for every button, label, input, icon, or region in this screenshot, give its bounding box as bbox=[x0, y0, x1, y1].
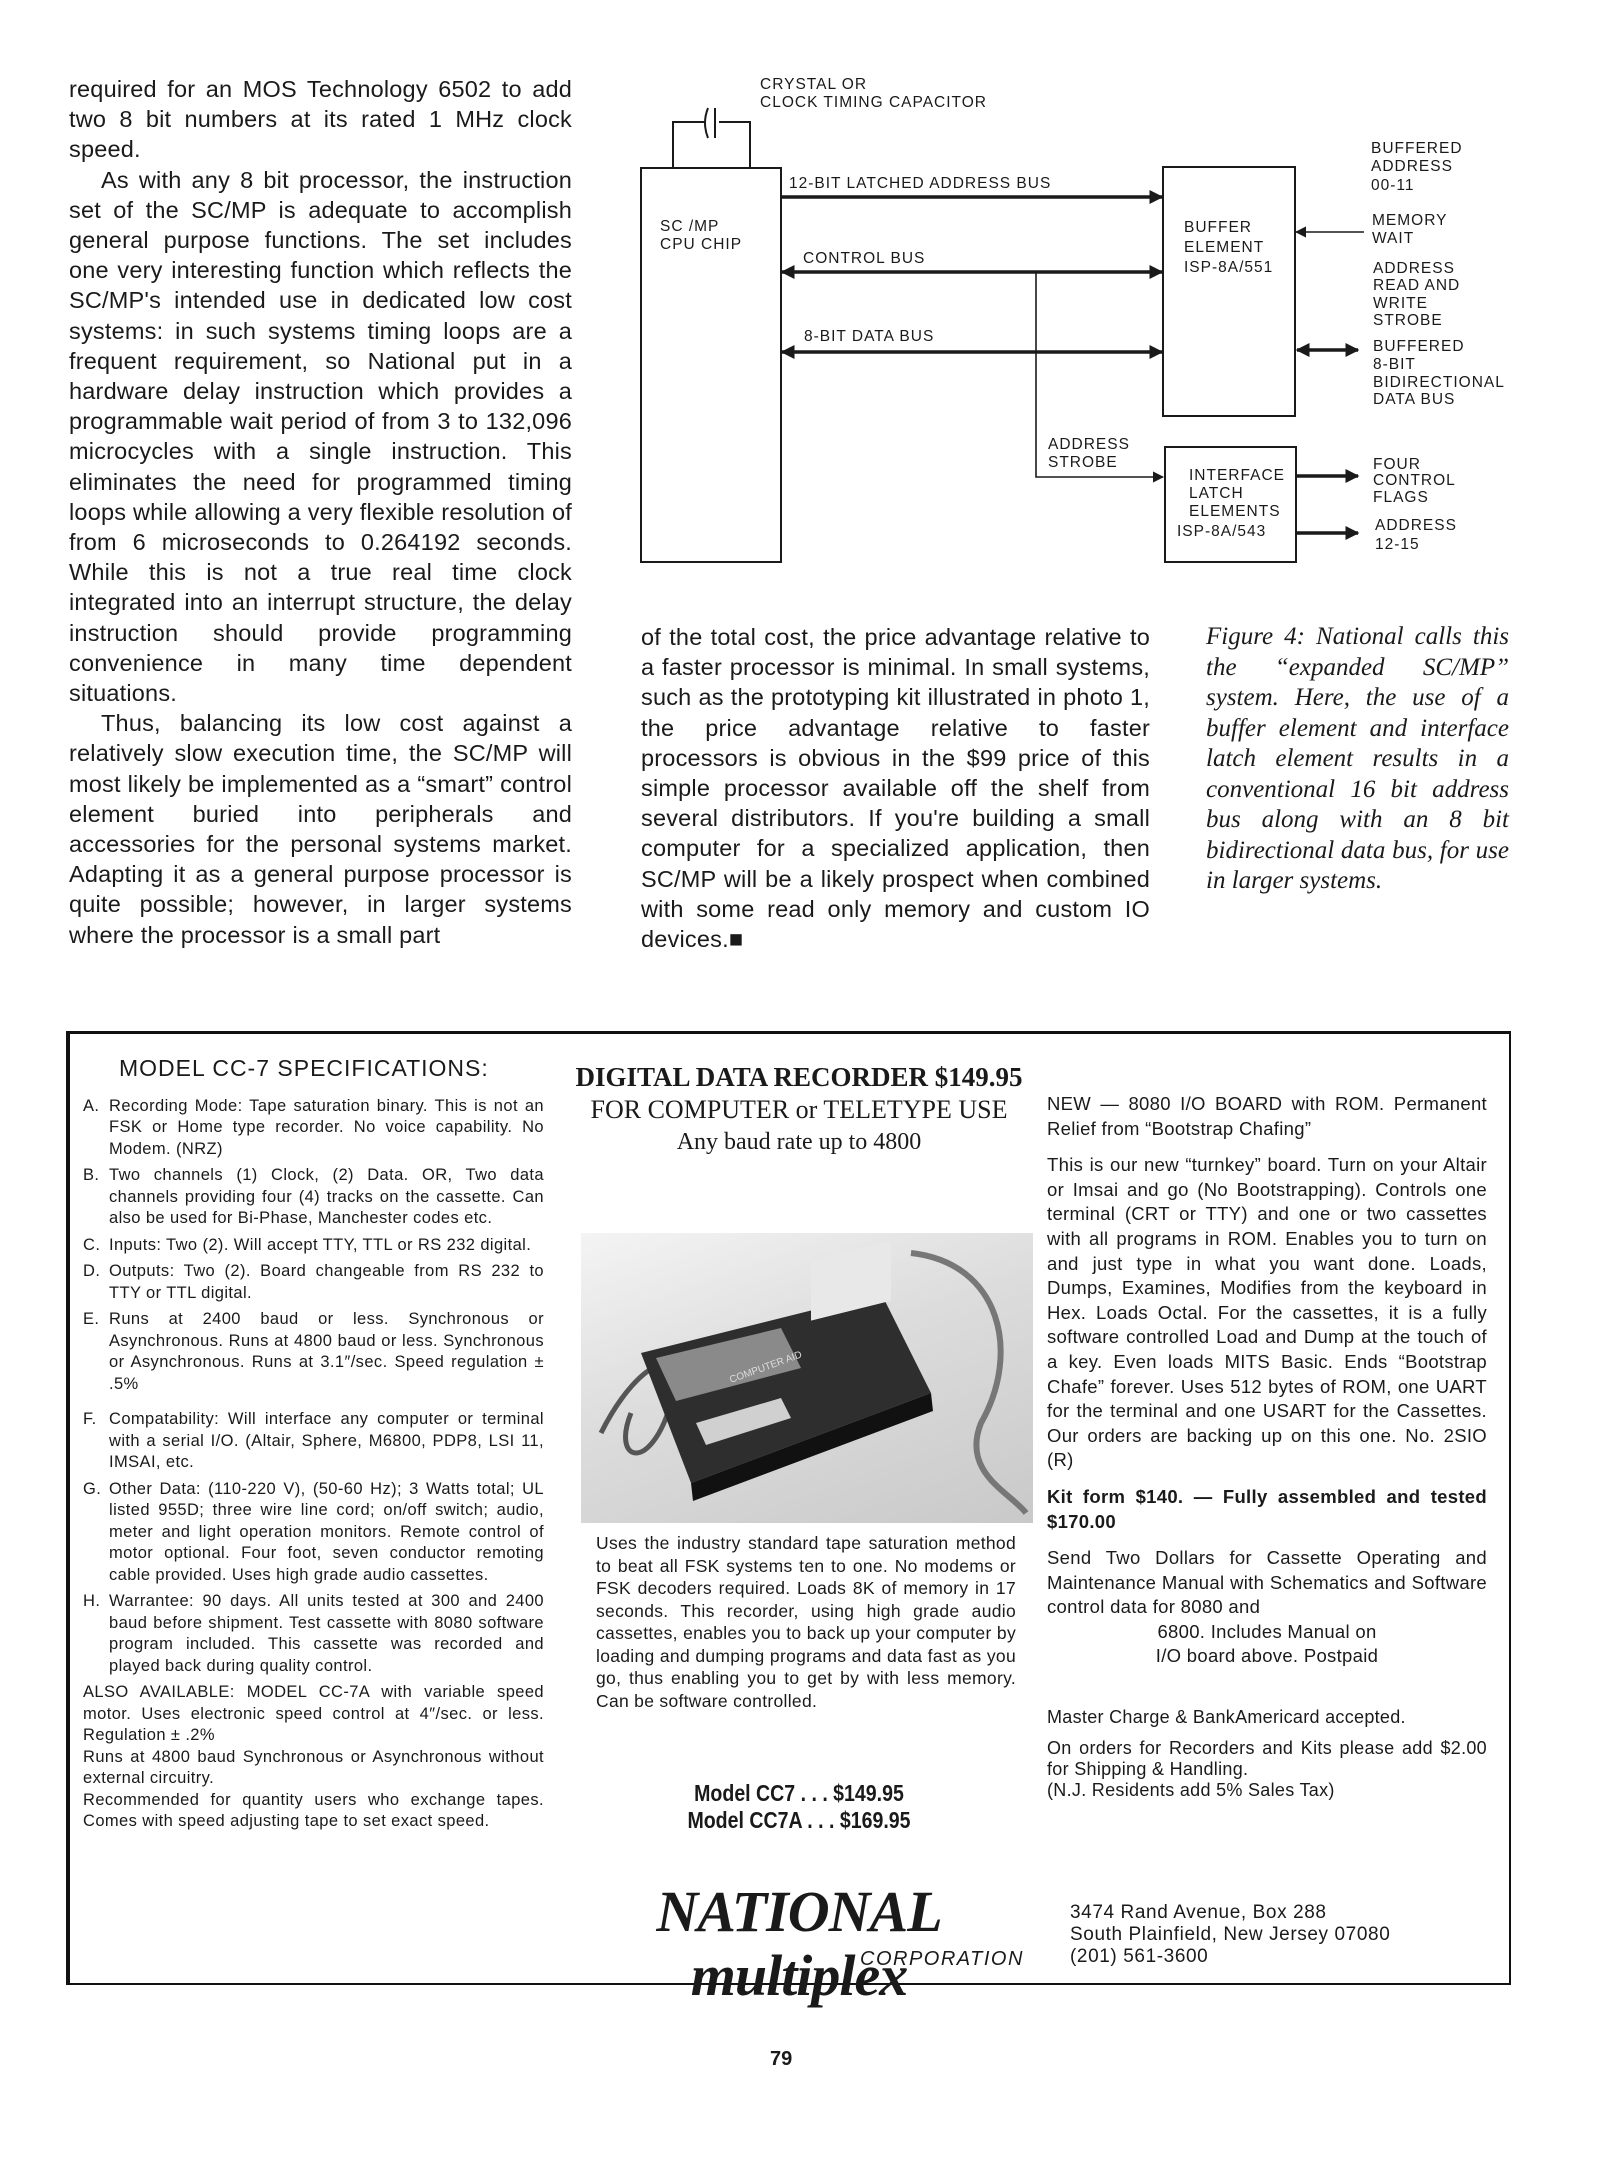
address-line: 3474 Rand Avenue, Box 288 bbox=[1070, 1902, 1327, 1923]
also-available: ALSO AVAILABLE: MODEL CC-7A with variable speed motor. Uses electronic speed control at 4″/sec. or less. Regulation ± .2% bbox=[83, 1683, 544, 1744]
also-available-text: Runs at 4800 baud Synchronous or Asynchronous without external circuitry. bbox=[83, 1747, 544, 1787]
spec-letter: F. bbox=[83, 1410, 97, 1428]
tax-note: (N.J. Residents add 5% Sales Tax) bbox=[1047, 1779, 1335, 1800]
spec-letter: H. bbox=[83, 1592, 101, 1610]
spec-item bbox=[83, 1235, 544, 1257]
headline-title: DIGITAL DATA RECORDER $149.95 bbox=[575, 1062, 1023, 1092]
output-label: CONTROL bbox=[1373, 472, 1456, 490]
manual-offer: I/O board above. Postpaid bbox=[1155, 1645, 1379, 1667]
national-multiplex-logo: NATIONAL multiplex bbox=[656, 1879, 942, 2008]
buffer-element-box bbox=[1163, 167, 1295, 416]
spec-text: Inputs: Two (2). Will accept TTY, TTL or RS 232 digital. bbox=[109, 1235, 532, 1254]
cpu-label: CPU CHIP bbox=[660, 236, 743, 254]
spec-text: Recording Mode: Tape saturation binary. This is not an FSK or Home type recorder. No voice capability. No Modem. (NRZ) bbox=[109, 1096, 544, 1158]
spec-text: Warrantee: 90 days. All units tested at 300 and 2400 baud before shipment. Test cassette with 8080 software program included. This cassette was recorded and played back during quality control. bbox=[109, 1592, 544, 1675]
cpu-label: SC /MP bbox=[660, 218, 720, 236]
spec-item bbox=[83, 1309, 544, 1395]
output-label: FOUR bbox=[1373, 456, 1421, 474]
output-label: 12-15 bbox=[1375, 536, 1420, 554]
recorder-description: Uses the industry standard tape saturation method to beat all FSK systems ten to one. No modems or FSK decoders required. Loads 8K of memory in 17 seconds. This recorder, using high grade audio cassettes, enables you to back up your computer by loading and dumping programs and data fast as you go, thus enabling you to get by with less memory. Can be software controlled. bbox=[596, 1533, 1016, 1711]
output-label: WAIT bbox=[1372, 230, 1415, 248]
specs-title: MODEL CC-7 SPECIFICATIONS: bbox=[119, 1055, 489, 1081]
model-cc7-price: Model CC7 . . . $149.95 bbox=[694, 1780, 904, 1806]
output-label: 8-BIT bbox=[1373, 356, 1416, 374]
article-paragraph: Thus, balancing its low cost against a relatively slow execution time, the SC/MP will most likely be implemented as a “smart” control element buried into peripherals and accessories for the personal systems market. Adapting it as a general purpose processor is quite possible; however, in larger systems where the processor is a small part bbox=[69, 710, 572, 948]
block-diagram bbox=[640, 60, 1520, 580]
also-available-text: Recommended for quantity users who exchange tapes. Comes with speed adjusting tape to set exact speed. bbox=[83, 1790, 544, 1830]
latch-label: INTERFACE bbox=[1189, 467, 1285, 485]
output-label: BUFFERED bbox=[1373, 338, 1465, 356]
corporation-label: CORPORATION bbox=[860, 1948, 1024, 1970]
spec-text: Outputs: Two (2). Board changeable from RS 232 to TTY or TTL digital. bbox=[109, 1262, 544, 1302]
board-text: This is our new “turnkey” board. Turn on your Altair or Imsai and go (No Bootstrapping). Controls one terminal (CRT or TTY) and one or two cassettes with all programs in ROM. Enables you to turn on and just type in what you want done. Loads, Dumps, Examines, Modifies from the keyboard in Hex. Loads Octal. For the cassettes, it is a fully software controlled Load and Dump at the touch of a key. Even loads MITS Basic. Ends “Bootstrap Chafe” forever. Uses 512 bytes of ROM, one UART for the terminal and one USART for the Cassettes. Our orders are backing up on this one. No. 2SIO (R) bbox=[1047, 1154, 1487, 1471]
spec-letter: E. bbox=[83, 1310, 100, 1328]
spec-letter: D. bbox=[83, 1262, 101, 1280]
cards-accepted: Master Charge & BankAmericard accepted. bbox=[1047, 1707, 1406, 1728]
output-label: BUFFERED bbox=[1371, 140, 1463, 158]
control-bus-label: CONTROL BUS bbox=[803, 250, 926, 268]
output-label: ADDRESS bbox=[1375, 517, 1457, 535]
spec-letter: G. bbox=[83, 1479, 102, 1498]
crystal-label: CRYSTAL OR bbox=[760, 76, 868, 94]
latch-label: ELEMENTS bbox=[1189, 503, 1281, 521]
article-paragraph: As with any 8 bit processor, the instruction set of the SC/MP is adequate to accomplish general purpose functions. The set includes one very interesting function which reflects the SC/MP's intended use in dedicated low cost systems: in such systems timing loops are a frequent requirement, so National put in a hardware delay instruction which provides a programmable wait period of from 3 to 132,096 microcycles with a single instruction. This eliminates the need for programmed timing loops while allowing a very flexible resolution of from 6 microseconds to 0.264192 seconds. While this is not a true real time clock integrated into an interrupt structure, the delay instruction should provide programming convenience in many time dependent situations. bbox=[69, 166, 572, 707]
buffer-label: BUFFER bbox=[1184, 219, 1252, 237]
spec-item bbox=[83, 1479, 544, 1587]
ad-headline bbox=[565, 1060, 1033, 1158]
phone-number: (201) 561-3600 bbox=[1070, 1946, 1209, 1967]
data-bus-label: 8-BIT DATA BUS bbox=[804, 328, 935, 346]
company-address bbox=[1070, 1902, 1390, 1968]
spec-text: Other Data: (110-220 V), (50-60 Hz); 3 Watts total; UL listed 955D; three wire line cord; on/off switch; audio, meter and light operation monitors. Remote control of motor optional. Four foot, seven conductor remoting cable provided. Uses high grade audio cassettes. bbox=[109, 1479, 544, 1584]
shipping-note: On orders for Recorders and Kits please add $2.00 for Shipping & Handling. bbox=[1047, 1737, 1487, 1779]
output-label: WRITE bbox=[1373, 295, 1428, 313]
address-bus-label: 12-BIT LATCHED ADDRESS BUS bbox=[789, 175, 1052, 193]
output-label: STROBE bbox=[1373, 312, 1443, 330]
output-label: BIDIRECTIONAL bbox=[1373, 374, 1505, 392]
output-label: 00-11 bbox=[1371, 177, 1415, 195]
article-column-1 bbox=[69, 74, 572, 950]
spec-item bbox=[83, 1165, 544, 1230]
strobe-label: STROBE bbox=[1048, 454, 1118, 472]
buffer-label: ISP-8A/551 bbox=[1184, 259, 1274, 277]
crystal-label: CLOCK TIMING CAPACITOR bbox=[760, 94, 987, 112]
latch-label: LATCH bbox=[1189, 485, 1244, 503]
output-label: DATA BUS bbox=[1373, 391, 1456, 409]
spec-item bbox=[83, 1409, 544, 1474]
headline-subtitle: FOR COMPUTER or TELETYPE USE bbox=[590, 1095, 1008, 1124]
output-label: MEMORY bbox=[1372, 212, 1448, 230]
article-paragraph: required for an MOS Technology 6502 to add two 8 bit numbers at its rated 1 MHz clock speed. bbox=[69, 76, 572, 163]
capacitor-loop bbox=[673, 122, 750, 168]
spec-letter: B. bbox=[83, 1166, 100, 1184]
spec-letter: C. bbox=[83, 1235, 101, 1254]
model-prices bbox=[600, 1780, 998, 1834]
latch-label: ISP-8A/543 bbox=[1177, 523, 1267, 541]
spec-text: Two channels (1) Clock, (2) Data. OR, Two data channels providing four (4) tracks on the cassette. Can also be used for Bi-Phase, Manchester codes etc. bbox=[109, 1166, 544, 1227]
spec-item bbox=[83, 1591, 544, 1677]
manual-offer: 6800. Includes Manual on bbox=[1157, 1620, 1377, 1642]
end-mark-icon: ■ bbox=[728, 926, 744, 953]
article-column-2 bbox=[641, 622, 1150, 954]
kit-price: Kit form $140. — Fully assembled and tested $170.00 bbox=[1047, 1485, 1487, 1532]
capacitor-icon bbox=[705, 108, 715, 138]
spec-item bbox=[83, 1096, 544, 1161]
address-line: South Plainfield, New Jersey 07080 bbox=[1070, 1924, 1391, 1945]
strobe-label: ADDRESS bbox=[1048, 436, 1130, 454]
cassette-recorder-photo bbox=[581, 1233, 1033, 1523]
output-label: ADDRESS bbox=[1373, 260, 1455, 278]
manual-offer: Send Two Dollars for Cassette Operating and Maintenance Manual with Schematics and Software control data for 8080 and bbox=[1047, 1547, 1487, 1618]
spec-letter: A. bbox=[83, 1096, 100, 1115]
board-title: NEW — 8080 I/O BOARD with ROM. Permanent Relief from “Bootstrap Chafing” bbox=[1047, 1093, 1487, 1139]
io-board-column bbox=[1047, 1092, 1487, 1801]
figure-caption: Figure 4: National calls this the “expanded SC/MP” system. Here, the use of a buffer element and interface latch element results in a conventional 16 bit address bus along with an 8 bit bidirectional data bus, for use in larger systems. bbox=[1206, 623, 1509, 894]
page-number: 79 bbox=[770, 2048, 793, 2070]
specs-column bbox=[83, 1055, 544, 1833]
output-label: FLAGS bbox=[1373, 489, 1429, 507]
article-paragraph: of the total cost, the price advantage relative to a faster processor is minimal. In small systems, such as the prototyping kit illustrated in photo 1, the price advantage relative to faster processors is obvious in the $99 price of this simple processor available off the shelf from several distributors. If you're building a small computer for a specialized application, then SC/MP will be a likely prospect when combined with some read only memory and custom IO devices. bbox=[641, 624, 1150, 953]
spec-text: Runs at 2400 baud or less. Synchronous or Asynchronous. Runs at 4800 baud or less. Synchronous or Asynchronous. Runs at 3.1″/sec. Speed regulation ± .5% bbox=[109, 1310, 544, 1393]
output-label: ADDRESS bbox=[1371, 158, 1453, 176]
photo-label: COMPUTER AID bbox=[728, 1349, 804, 1386]
headline-baud: Any baud rate up to 4800 bbox=[676, 1129, 922, 1155]
output-label: READ AND bbox=[1373, 277, 1461, 295]
model-cc7a-price: Model CC7A . . . $169.95 bbox=[687, 1807, 911, 1833]
spec-item bbox=[83, 1261, 544, 1304]
buffer-label: ELEMENT bbox=[1184, 239, 1265, 257]
spec-text: Compatability: Will interface any computer or terminal with a serial I/O. (Altair, Sphere, M6800, PDP8, LSI 11, IMSAI, etc. bbox=[109, 1410, 544, 1471]
